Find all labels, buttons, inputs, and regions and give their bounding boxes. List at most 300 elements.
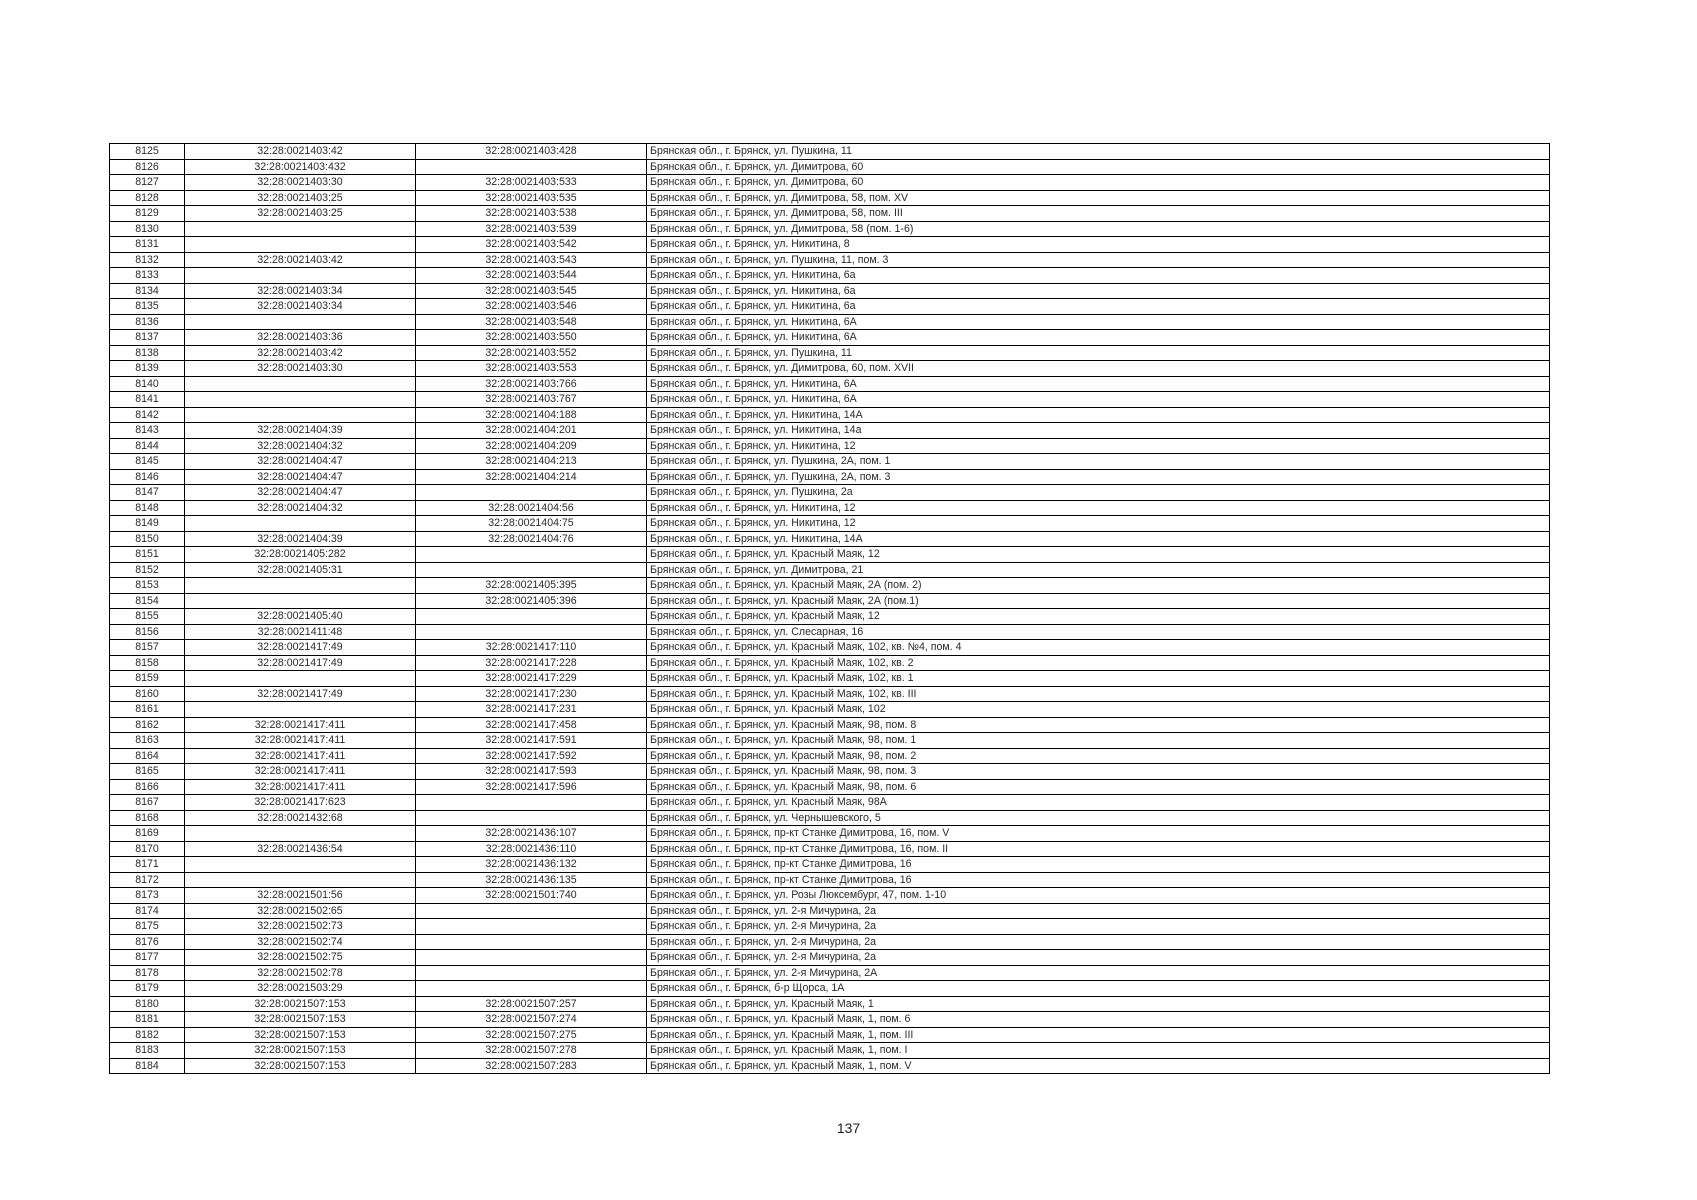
address-cell: Брянская обл., г. Брянск, ул. Красный Маяк, 102, кв. 2 (647, 655, 1550, 671)
cadastral-number-cell: 32:28:0021404:39 (185, 531, 416, 547)
table-row (110, 175, 1550, 191)
address-cell: Брянская обл., г. Брянск, ул. Красный Маяк, 2А (пом. 2) (647, 578, 1550, 594)
address-cell: Брянская обл., г. Брянск, ул. Красный Маяк, 102, кв. III (647, 686, 1550, 702)
cadastral-number-cell (185, 702, 416, 718)
related-cadastral-number-cell: 32:28:0021403:545 (416, 283, 647, 299)
related-cadastral-number-cell: 32:28:0021436:110 (416, 841, 647, 857)
table-row (110, 361, 1550, 377)
row-number-cell: 8150 (110, 531, 185, 547)
address-cell: Брянская обл., г. Брянск, ул. Никитина, 12 (647, 438, 1550, 454)
row-number-cell: 8169 (110, 826, 185, 842)
row-number-cell: 8167 (110, 795, 185, 811)
cadastral-number-cell: 32:28:0021417:49 (185, 640, 416, 656)
row-number-cell: 8184 (110, 1058, 185, 1074)
cadastral-number-cell (185, 516, 416, 532)
cadastral-number-cell: 32:28:0021403:30 (185, 175, 416, 191)
row-number-cell: 8127 (110, 175, 185, 191)
page-number: 137 (836, 1120, 861, 1136)
address-cell: Брянская обл., г. Брянск, ул. 2-я Мичурина, 2А (647, 965, 1550, 981)
table-row (110, 655, 1550, 671)
table-row (110, 392, 1550, 408)
table-row (110, 593, 1550, 609)
row-number-cell: 8176 (110, 934, 185, 950)
row-number-cell: 8183 (110, 1043, 185, 1059)
cadastral-number-cell: 32:28:0021403:42 (185, 144, 416, 160)
related-cadastral-number-cell: 32:28:0021417:592 (416, 748, 647, 764)
table-row (110, 810, 1550, 826)
row-number-cell: 8157 (110, 640, 185, 656)
table-row (110, 252, 1550, 268)
cadastral-number-cell: 32:28:0021403:34 (185, 283, 416, 299)
address-cell: Брянская обл., г. Брянск, ул. Никитина, 6а (647, 268, 1550, 284)
row-number-cell: 8165 (110, 764, 185, 780)
row-number-cell: 8139 (110, 361, 185, 377)
address-cell: Брянская обл., г. Брянск, ул. Никитина, 14а (647, 423, 1550, 439)
address-cell: Брянская обл., г. Брянск, ул. Никитина, 6А (647, 330, 1550, 346)
table-row (110, 299, 1550, 315)
cadastral-number-cell: 32:28:0021403:42 (185, 345, 416, 361)
table-row (110, 702, 1550, 718)
row-number-cell: 8133 (110, 268, 185, 284)
address-cell: Брянская обл., г. Брянск, ул. Никитина, 12 (647, 500, 1550, 516)
cadastral-number-cell: 32:28:0021417:49 (185, 655, 416, 671)
cadastral-number-cell: 32:28:0021411:48 (185, 624, 416, 640)
related-cadastral-number-cell: 32:28:0021404:213 (416, 454, 647, 470)
table-row (110, 1027, 1550, 1043)
address-cell: Брянская обл., г. Брянск, ул. Красный Маяк, 1, пом. III (647, 1027, 1550, 1043)
table-row (110, 454, 1550, 470)
cadastral-number-cell: 32:28:0021405:31 (185, 562, 416, 578)
row-number-cell: 8178 (110, 965, 185, 981)
row-number-cell: 8168 (110, 810, 185, 826)
cadastral-number-cell: 32:28:0021404:47 (185, 485, 416, 501)
address-cell: Брянская обл., г. Брянск, ул. Димитрова, 60 (647, 175, 1550, 191)
table-row (110, 531, 1550, 547)
related-cadastral-number-cell: 32:28:0021417:596 (416, 779, 647, 795)
related-cadastral-number-cell: 32:28:0021436:135 (416, 872, 647, 888)
table-row (110, 872, 1550, 888)
address-cell: Брянская обл., г. Брянск, ул. Пушкина, 11 (647, 144, 1550, 160)
address-cell: Брянская обл., г. Брянск, ул. Никитина, 6а (647, 299, 1550, 315)
cadastral-number-cell: 32:28:0021404:39 (185, 423, 416, 439)
related-cadastral-number-cell (416, 981, 647, 997)
related-cadastral-number-cell (416, 903, 647, 919)
address-cell: Брянская обл., г. Брянск, ул. Красный Маяк, 98А (647, 795, 1550, 811)
table-row (110, 717, 1550, 733)
table-body (110, 144, 1550, 1074)
address-cell: Брянская обл., г. Брянск, ул. Димитрова, 60, пом. XVII (647, 361, 1550, 377)
related-cadastral-number-cell: 32:28:0021501:740 (416, 888, 647, 904)
related-cadastral-number-cell: 32:28:0021404:201 (416, 423, 647, 439)
row-number-cell: 8158 (110, 655, 185, 671)
cadastral-number-cell: 32:28:0021403:25 (185, 190, 416, 206)
cadastral-number-cell (185, 671, 416, 687)
related-cadastral-number-cell: 32:28:0021417:230 (416, 686, 647, 702)
related-cadastral-number-cell (416, 609, 647, 625)
address-cell: Брянская обл., г. Брянск, ул. Красный Маяк, 102, кв. 1 (647, 671, 1550, 687)
related-cadastral-number-cell: 32:28:0021417:458 (416, 717, 647, 733)
cadastral-number-cell: 32:28:0021404:47 (185, 469, 416, 485)
row-number-cell: 8160 (110, 686, 185, 702)
related-cadastral-number-cell (416, 562, 647, 578)
cadastral-number-cell: 32:28:0021405:282 (185, 547, 416, 563)
address-cell: Брянская обл., г. Брянск, ул. Никитина, 6а (647, 283, 1550, 299)
table-row (110, 609, 1550, 625)
row-number-cell: 8153 (110, 578, 185, 594)
address-cell: Брянская обл., г. Брянск, ул. Пушкина, 11, пом. 3 (647, 252, 1550, 268)
table-row (110, 221, 1550, 237)
row-number-cell: 8161 (110, 702, 185, 718)
cadastral-number-cell: 32:28:0021502:78 (185, 965, 416, 981)
row-number-cell: 8155 (110, 609, 185, 625)
table-row (110, 376, 1550, 392)
row-number-cell: 8163 (110, 733, 185, 749)
address-cell: Брянская обл., г. Брянск, ул. Пушкина, 2А, пом. 3 (647, 469, 1550, 485)
related-cadastral-number-cell: 32:28:0021417:231 (416, 702, 647, 718)
address-cell: Брянская обл., г. Брянск, пр-кт Станке Димитрова, 16, пом. II (647, 841, 1550, 857)
cadastral-number-cell: 32:28:0021503:29 (185, 981, 416, 997)
table-row (110, 795, 1550, 811)
row-number-cell: 8166 (110, 779, 185, 795)
row-number-cell: 8145 (110, 454, 185, 470)
address-cell: Брянская обл., г. Брянск, ул. Пушкина, 11 (647, 345, 1550, 361)
cadastral-number-cell: 32:28:0021507:153 (185, 996, 416, 1012)
table-row (110, 1043, 1550, 1059)
row-number-cell: 8164 (110, 748, 185, 764)
table-row (110, 624, 1550, 640)
address-cell: Брянская обл., г. Брянск, ул. Красный Маяк, 1, пом. I (647, 1043, 1550, 1059)
address-cell: Брянская обл., г. Брянск, ул. Розы Люксембург, 47, пом. 1-10 (647, 888, 1550, 904)
table-row (110, 423, 1550, 439)
table-row (110, 268, 1550, 284)
table-row (110, 190, 1550, 206)
row-number-cell: 8151 (110, 547, 185, 563)
table-row (110, 996, 1550, 1012)
address-cell: Брянская обл., г. Брянск, ул. 2-я Мичурина, 2а (647, 903, 1550, 919)
address-cell: Брянская обл., г. Брянск, ул. Никитина, 8 (647, 237, 1550, 253)
related-cadastral-number-cell (416, 547, 647, 563)
table-row (110, 283, 1550, 299)
address-cell: Брянская обл., г. Брянск, б-р Щорса, 1А (647, 981, 1550, 997)
row-number-cell: 8137 (110, 330, 185, 346)
table-row (110, 469, 1550, 485)
row-number-cell: 8135 (110, 299, 185, 315)
address-cell: Брянская обл., г. Брянск, ул. Слесарная, 16 (647, 624, 1550, 640)
row-number-cell: 8134 (110, 283, 185, 299)
table-row (110, 748, 1550, 764)
row-number-cell: 8130 (110, 221, 185, 237)
table-row (110, 981, 1550, 997)
table-row (110, 237, 1550, 253)
related-cadastral-number-cell: 32:28:0021403:553 (416, 361, 647, 377)
row-number-cell: 8146 (110, 469, 185, 485)
related-cadastral-number-cell: 32:28:0021436:107 (416, 826, 647, 842)
cadastral-number-cell (185, 268, 416, 284)
cadastral-number-cell: 32:28:0021405:40 (185, 609, 416, 625)
row-number-cell: 8171 (110, 857, 185, 873)
related-cadastral-number-cell (416, 919, 647, 935)
related-cadastral-number-cell (416, 934, 647, 950)
cadastral-number-cell (185, 376, 416, 392)
cadastral-number-cell (185, 407, 416, 423)
row-number-cell: 8131 (110, 237, 185, 253)
cadastral-number-cell: 32:28:0021403:34 (185, 299, 416, 315)
related-cadastral-number-cell: 32:28:0021403:550 (416, 330, 647, 346)
related-cadastral-number-cell: 32:28:0021507:283 (416, 1058, 647, 1074)
cadastral-number-cell: 32:28:0021432:68 (185, 810, 416, 826)
related-cadastral-number-cell: 32:28:0021405:395 (416, 578, 647, 594)
cadastral-number-cell: 32:28:0021403:30 (185, 361, 416, 377)
cadastral-number-cell: 32:28:0021502:74 (185, 934, 416, 950)
cadastral-number-cell: 32:28:0021417:411 (185, 748, 416, 764)
cadastral-number-cell (185, 826, 416, 842)
address-cell: Брянская обл., г. Брянск, ул. Никитина, 6А (647, 392, 1550, 408)
related-cadastral-number-cell (416, 624, 647, 640)
cadastral-number-cell (185, 593, 416, 609)
table-row (110, 1012, 1550, 1028)
related-cadastral-number-cell: 32:28:0021507:275 (416, 1027, 647, 1043)
related-cadastral-number-cell: 32:28:0021403:542 (416, 237, 647, 253)
related-cadastral-number-cell: 32:28:0021417:228 (416, 655, 647, 671)
related-cadastral-number-cell: 32:28:0021404:209 (416, 438, 647, 454)
related-cadastral-number-cell: 32:28:0021403:548 (416, 314, 647, 330)
address-cell: Брянская обл., г. Брянск, ул. Красный Маяк, 12 (647, 609, 1550, 625)
row-number-cell: 8143 (110, 423, 185, 439)
related-cadastral-number-cell: 32:28:0021403:533 (416, 175, 647, 191)
row-number-cell: 8125 (110, 144, 185, 160)
related-cadastral-number-cell: 32:28:0021404:188 (416, 407, 647, 423)
cadastral-number-cell: 32:28:0021403:432 (185, 159, 416, 175)
address-cell: Брянская обл., г. Брянск, ул. Красный Маяк, 1, пом. V (647, 1058, 1550, 1074)
related-cadastral-number-cell: 32:28:0021507:274 (416, 1012, 647, 1028)
cadastral-number-cell (185, 221, 416, 237)
table-row (110, 562, 1550, 578)
cadastral-number-cell: 32:28:0021403:42 (185, 252, 416, 268)
cadastral-number-cell: 32:28:0021507:153 (185, 1027, 416, 1043)
related-cadastral-number-cell: 32:28:0021417:110 (416, 640, 647, 656)
related-cadastral-number-cell (416, 965, 647, 981)
table-row (110, 965, 1550, 981)
related-cadastral-number-cell: 32:28:0021403:552 (416, 345, 647, 361)
cadastral-number-cell: 32:28:0021502:73 (185, 919, 416, 935)
row-number-cell: 8159 (110, 671, 185, 687)
row-number-cell: 8147 (110, 485, 185, 501)
table-row (110, 903, 1550, 919)
table-row (110, 888, 1550, 904)
address-cell: Брянская обл., г. Брянск, ул. Красный Маяк, 98, пом. 6 (647, 779, 1550, 795)
row-number-cell: 8177 (110, 950, 185, 966)
row-number-cell: 8170 (110, 841, 185, 857)
cadastral-number-cell (185, 314, 416, 330)
related-cadastral-number-cell: 32:28:0021404:76 (416, 531, 647, 547)
cadastral-number-cell: 32:28:0021417:411 (185, 764, 416, 780)
related-cadastral-number-cell (416, 810, 647, 826)
address-cell: Брянская обл., г. Брянск, ул. Красный Маяк, 1, пом. 6 (647, 1012, 1550, 1028)
address-cell: Брянская обл., г. Брянск, ул. Никитина, 14А (647, 407, 1550, 423)
cadastral-number-cell: 32:28:0021502:65 (185, 903, 416, 919)
row-number-cell: 8181 (110, 1012, 185, 1028)
address-cell: Брянская обл., г. Брянск, ул. Никитина, 14А (647, 531, 1550, 547)
related-cadastral-number-cell: 32:28:0021403:535 (416, 190, 647, 206)
address-cell: Брянская обл., г. Брянск, ул. Красный Маяк, 98, пом. 3 (647, 764, 1550, 780)
address-cell: Брянская обл., г. Брянск, ул. Димитрова, 58, пом. XV (647, 190, 1550, 206)
related-cadastral-number-cell: 32:28:0021403:539 (416, 221, 647, 237)
table-row (110, 516, 1550, 532)
cadastral-number-cell: 32:28:0021403:25 (185, 206, 416, 222)
address-cell: Брянская обл., г. Брянск, ул. Димитрова, 58, пом. III (647, 206, 1550, 222)
table-row (110, 345, 1550, 361)
address-cell: Брянская обл., г. Брянск, пр-кт Станке Димитрова, 16, пом. V (647, 826, 1550, 842)
table-row (110, 841, 1550, 857)
cadastral-number-cell: 32:28:0021417:411 (185, 779, 416, 795)
cadastral-number-cell: 32:28:0021507:153 (185, 1043, 416, 1059)
related-cadastral-number-cell (416, 159, 647, 175)
address-cell: Брянская обл., г. Брянск, ул. Димитрова, 58 (пом. 1-6) (647, 221, 1550, 237)
cadastral-number-cell: 32:28:0021417:411 (185, 733, 416, 749)
cadastral-number-cell: 32:28:0021436:54 (185, 841, 416, 857)
address-cell: Брянская обл., г. Брянск, ул. Чернышевского, 5 (647, 810, 1550, 826)
related-cadastral-number-cell: 32:28:0021404:75 (416, 516, 647, 532)
row-number-cell: 8128 (110, 190, 185, 206)
address-cell: Брянская обл., г. Брянск, ул. Пушкина, 2а (647, 485, 1550, 501)
cadastral-number-cell: 32:28:0021501:56 (185, 888, 416, 904)
table-row (110, 159, 1550, 175)
address-cell: Брянская обл., г. Брянск, ул. Красный Маяк, 1 (647, 996, 1550, 1012)
row-number-cell: 8138 (110, 345, 185, 361)
address-cell: Брянская обл., г. Брянск, ул. Красный Маяк, 98, пом. 1 (647, 733, 1550, 749)
table-row (110, 206, 1550, 222)
cadastral-number-cell (185, 872, 416, 888)
address-cell: Брянская обл., г. Брянск, ул. Красный Маяк, 98, пом. 2 (647, 748, 1550, 764)
row-number-cell: 8126 (110, 159, 185, 175)
row-number-cell: 8140 (110, 376, 185, 392)
table-row (110, 779, 1550, 795)
table-row (110, 934, 1550, 950)
row-number-cell: 8142 (110, 407, 185, 423)
related-cadastral-number-cell: 32:28:0021507:278 (416, 1043, 647, 1059)
related-cadastral-number-cell: 32:28:0021403:546 (416, 299, 647, 315)
table-row (110, 500, 1550, 516)
row-number-cell: 8180 (110, 996, 185, 1012)
table-row (110, 547, 1550, 563)
row-number-cell: 8132 (110, 252, 185, 268)
row-number-cell: 8162 (110, 717, 185, 733)
row-number-cell: 8148 (110, 500, 185, 516)
row-number-cell: 8154 (110, 593, 185, 609)
address-cell: Брянская обл., г. Брянск, ул. 2-я Мичурина, 2а (647, 934, 1550, 950)
row-number-cell: 8156 (110, 624, 185, 640)
row-number-cell: 8149 (110, 516, 185, 532)
cadastral-number-cell: 32:28:0021404:32 (185, 500, 416, 516)
address-cell: Брянская обл., г. Брянск, пр-кт Станке Димитрова, 16 (647, 872, 1550, 888)
related-cadastral-number-cell (416, 795, 647, 811)
address-cell: Брянская обл., г. Брянск, ул. Красный Маяк, 2А (пом.1) (647, 593, 1550, 609)
related-cadastral-number-cell: 32:28:0021403:538 (416, 206, 647, 222)
related-cadastral-number-cell: 32:28:0021405:396 (416, 593, 647, 609)
table-row (110, 144, 1550, 160)
table-row (110, 919, 1550, 935)
cadastral-number-cell (185, 237, 416, 253)
row-number-cell: 8152 (110, 562, 185, 578)
related-cadastral-number-cell: 32:28:0021403:767 (416, 392, 647, 408)
related-cadastral-number-cell: 32:28:0021403:543 (416, 252, 647, 268)
address-cell: Брянская обл., г. Брянск, ул. Красный Маяк, 12 (647, 547, 1550, 563)
cadastral-number-cell: 32:28:0021507:153 (185, 1058, 416, 1074)
cadastral-number-cell: 32:28:0021502:75 (185, 950, 416, 966)
table-row (110, 857, 1550, 873)
row-number-cell: 8144 (110, 438, 185, 454)
related-cadastral-number-cell (416, 485, 647, 501)
address-cell: Брянская обл., г. Брянск, ул. 2-я Мичурина, 2а (647, 950, 1550, 966)
related-cadastral-number-cell: 32:28:0021507:257 (416, 996, 647, 1012)
related-cadastral-number-cell: 32:28:0021403:428 (416, 144, 647, 160)
table-row (110, 733, 1550, 749)
cadastral-number-cell (185, 578, 416, 594)
table-row (110, 950, 1550, 966)
cadastral-number-cell (185, 857, 416, 873)
related-cadastral-number-cell: 32:28:0021404:214 (416, 469, 647, 485)
cadastral-number-cell: 32:28:0021417:49 (185, 686, 416, 702)
cadastral-number-cell: 32:28:0021507:153 (185, 1012, 416, 1028)
table-row (110, 764, 1550, 780)
address-cell: Брянская обл., г. Брянск, ул. Димитрова, 21 (647, 562, 1550, 578)
address-cell: Брянская обл., г. Брянск, ул. Никитина, 12 (647, 516, 1550, 532)
related-cadastral-number-cell (416, 950, 647, 966)
row-number-cell: 8182 (110, 1027, 185, 1043)
table-row (110, 671, 1550, 687)
row-number-cell: 8175 (110, 919, 185, 935)
related-cadastral-number-cell: 32:28:0021417:593 (416, 764, 647, 780)
address-cell: Брянская обл., г. Брянск, пр-кт Станке Димитрова, 16 (647, 857, 1550, 873)
related-cadastral-number-cell: 32:28:0021417:229 (416, 671, 647, 687)
cadastral-number-cell: 32:28:0021417:623 (185, 795, 416, 811)
table-row (110, 438, 1550, 454)
table-row (110, 1058, 1550, 1074)
address-cell: Брянская обл., г. Брянск, ул. Никитина, 6А (647, 314, 1550, 330)
address-cell: Брянская обл., г. Брянск, ул. Красный Маяк, 98, пом. 8 (647, 717, 1550, 733)
address-cell: Брянская обл., г. Брянск, ул. Пушкина, 2А, пом. 1 (647, 454, 1550, 470)
table-row (110, 640, 1550, 656)
table-row (110, 826, 1550, 842)
related-cadastral-number-cell: 32:28:0021403:766 (416, 376, 647, 392)
related-cadastral-number-cell: 32:28:0021417:591 (416, 733, 647, 749)
address-cell: Брянская обл., г. Брянск, ул. 2-я Мичурина, 2а (647, 919, 1550, 935)
row-number-cell: 8179 (110, 981, 185, 997)
property-table (109, 143, 1550, 1074)
related-cadastral-number-cell: 32:28:0021403:544 (416, 268, 647, 284)
table-row (110, 407, 1550, 423)
cadastral-number-cell (185, 392, 416, 408)
table-row (110, 686, 1550, 702)
table-row (110, 578, 1550, 594)
table-row (110, 314, 1550, 330)
related-cadastral-number-cell: 32:28:0021436:132 (416, 857, 647, 873)
cadastral-number-cell: 32:28:0021417:411 (185, 717, 416, 733)
row-number-cell: 8129 (110, 206, 185, 222)
row-number-cell: 8172 (110, 872, 185, 888)
related-cadastral-number-cell: 32:28:0021404:56 (416, 500, 647, 516)
cadastral-number-cell: 32:28:0021404:32 (185, 438, 416, 454)
cadastral-number-cell: 32:28:0021403:36 (185, 330, 416, 346)
table-row (110, 330, 1550, 346)
address-cell: Брянская обл., г. Брянск, ул. Никитина, 6А (647, 376, 1550, 392)
table-row (110, 485, 1550, 501)
row-number-cell: 8136 (110, 314, 185, 330)
address-cell: Брянская обл., г. Брянск, ул. Красный Маяк, 102, кв. №4, пом. 4 (647, 640, 1550, 656)
row-number-cell: 8174 (110, 903, 185, 919)
cadastral-number-cell: 32:28:0021404:47 (185, 454, 416, 470)
row-number-cell: 8141 (110, 392, 185, 408)
